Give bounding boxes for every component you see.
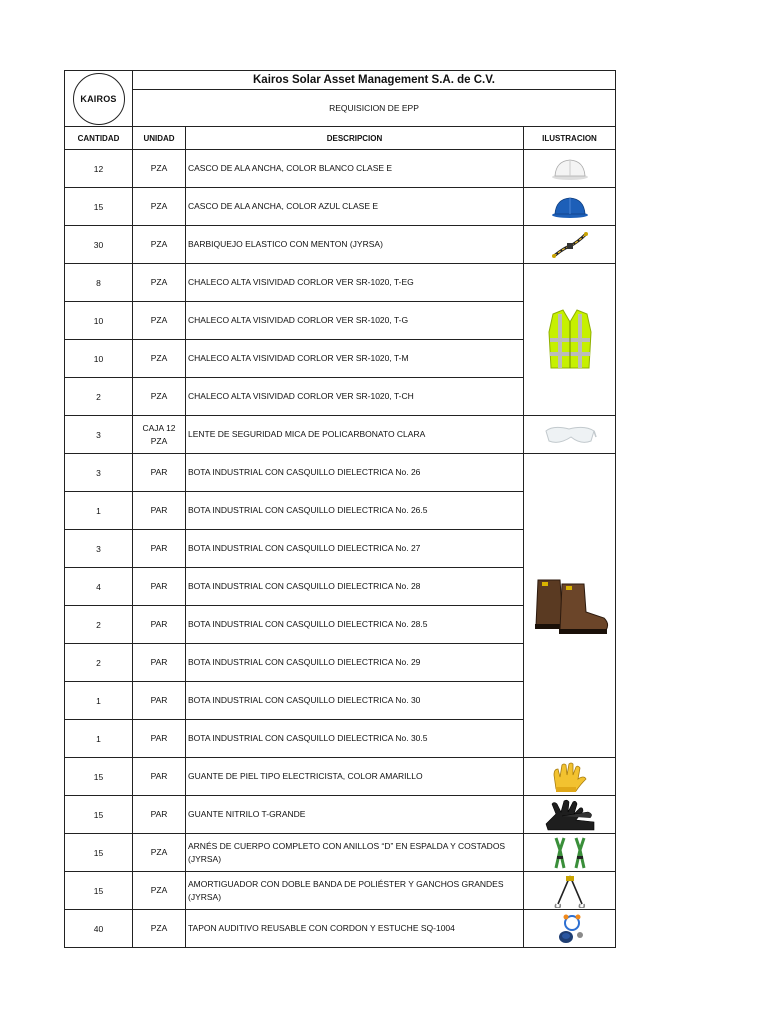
- table-row: [65, 150, 616, 188]
- unidad-cell: PAR: [133, 492, 186, 530]
- cantidad-cell: 3: [65, 530, 133, 568]
- unidad-cell: PZA: [133, 188, 186, 226]
- unidad-cell: PZA: [133, 340, 186, 378]
- cantidad-cell: 10: [65, 302, 133, 340]
- unidad-cell: PZA: [133, 872, 186, 910]
- unidad-cell: PAR: [133, 720, 186, 758]
- descripcion-cell: CHALECO ALTA VISIVIDAD CORLOR VER SR-1020, T-EG: [186, 264, 524, 302]
- cantidad-cell: 8: [65, 264, 133, 302]
- unidad-cell: PAR: [133, 796, 186, 834]
- descripcion-cell: GUANTE NITRILO T-GRANDE: [186, 796, 524, 834]
- unidad-cell: PZA: [133, 910, 186, 948]
- safety-glasses-icon: [524, 421, 615, 449]
- blue-helmet-icon: [524, 193, 615, 221]
- unidad-cell: PAR: [133, 454, 186, 492]
- descripcion-cell: CHALECO ALTA VISIVIDAD CORLOR VER SR-1020, T-G: [186, 302, 524, 340]
- document-title: REQUISICION DE EPP: [133, 90, 616, 127]
- kairos-logo: [73, 73, 125, 125]
- logo-text: KAIROS: [80, 93, 117, 104]
- unidad-cell: PAR: [133, 606, 186, 644]
- ilustracion-cell: [524, 872, 616, 910]
- descripcion-cell: BOTA INDUSTRIAL CON CASQUILLO DIELECTRICA No. 28.5: [186, 606, 524, 644]
- lanyard-icon: [524, 874, 615, 908]
- table-row: [65, 796, 616, 834]
- table-row: [65, 910, 616, 948]
- col-ilustracion: ILUSTRACION: [524, 127, 616, 150]
- col-unidad: UNIDAD: [133, 127, 186, 150]
- cantidad-cell: 4: [65, 568, 133, 606]
- cantidad-cell: 1: [65, 682, 133, 720]
- earplugs-icon: [524, 913, 615, 945]
- unidad-cell: PZA: [133, 150, 186, 188]
- cantidad-cell: 1: [65, 492, 133, 530]
- table-row: [65, 454, 616, 492]
- descripcion-cell: ARNÉS DE CUERPO COMPLETO CON ANILLOS “D” EN ESPALDA Y COSTADOS (JYRSA): [186, 834, 524, 872]
- unidad-cell: PAR: [133, 682, 186, 720]
- cantidad-cell: 12: [65, 150, 133, 188]
- cantidad-cell: 3: [65, 416, 133, 454]
- table-row: [65, 226, 616, 264]
- table-row: [65, 758, 616, 796]
- descripcion-cell: CHALECO ALTA VISIVIDAD CORLOR VER SR-1020, T-M: [186, 340, 524, 378]
- ilustracion-cell: [524, 834, 616, 872]
- cantidad-cell: 2: [65, 606, 133, 644]
- descripcion-cell: CASCO DE ALA ANCHA, COLOR BLANCO CLASE E: [186, 150, 524, 188]
- cantidad-cell: 15: [65, 796, 133, 834]
- ilustracion-cell: [524, 758, 616, 796]
- chin-strap-icon: [524, 230, 615, 260]
- work-boots-icon: [524, 574, 615, 638]
- col-cantidad: CANTIDAD: [65, 127, 133, 150]
- table-row: [65, 188, 616, 226]
- descripcion-cell: BOTA INDUSTRIAL CON CASQUILLO DIELECTRICA No. 28: [186, 568, 524, 606]
- ilustracion-cell: [524, 454, 616, 758]
- cantidad-cell: 15: [65, 834, 133, 872]
- unidad-cell: PZA: [133, 226, 186, 264]
- table-header: [65, 127, 616, 150]
- ilustracion-cell: [524, 226, 616, 264]
- unidad-cell: PZA: [133, 834, 186, 872]
- descripcion-cell: BOTA INDUSTRIAL CON CASQUILLO DIELECTRICA No. 30.5: [186, 720, 524, 758]
- ilustracion-cell: [524, 416, 616, 454]
- descripcion-cell: CASCO DE ALA ANCHA, COLOR AZUL CLASE E: [186, 188, 524, 226]
- cantidad-cell: 3: [65, 454, 133, 492]
- descripcion-cell: LENTE DE SEGURIDAD MICA DE POLICARBONATO CLARA: [186, 416, 524, 454]
- unidad-cell: PZA: [133, 264, 186, 302]
- cantidad-cell: 10: [65, 340, 133, 378]
- unidad-cell: PAR: [133, 568, 186, 606]
- descripcion-cell: BOTA INDUSTRIAL CON CASQUILLO DIELECTRICA No. 27: [186, 530, 524, 568]
- unidad-cell: PZA: [133, 378, 186, 416]
- cantidad-cell: 15: [65, 872, 133, 910]
- unidad-cell: PAR: [133, 644, 186, 682]
- descripcion-cell: TAPON AUDITIVO REUSABLE CON CORDON Y ESTUCHE SQ-1004: [186, 910, 524, 948]
- cantidad-cell: 1: [65, 720, 133, 758]
- unidad-cell: CAJA 12 PZA: [133, 416, 186, 454]
- requisition-table: [64, 70, 616, 948]
- table-row: [65, 872, 616, 910]
- unidad-cell: PZA: [133, 302, 186, 340]
- descripcion-cell: BOTA INDUSTRIAL CON CASQUILLO DIELECTRICA No. 30: [186, 682, 524, 720]
- ilustracion-cell: [524, 150, 616, 188]
- cantidad-cell: 2: [65, 378, 133, 416]
- harness-icon: [524, 836, 615, 870]
- unidad-cell: PAR: [133, 758, 186, 796]
- ilustracion-cell: [524, 264, 616, 416]
- descripcion-cell: CHALECO ALTA VISIVIDAD CORLOR VER SR-1020, T-CH: [186, 378, 524, 416]
- company-name: Kairos Solar Asset Management S.A. de C.V.: [133, 71, 616, 90]
- descripcion-cell: GUANTE DE PIEL TIPO ELECTRICISTA, COLOR AMARILLO: [186, 758, 524, 796]
- logo-cell: [65, 71, 133, 127]
- cantidad-cell: 30: [65, 226, 133, 264]
- safety-vest-icon: [524, 308, 615, 372]
- col-descripcion: DESCRIPCION: [186, 127, 524, 150]
- ilustracion-cell: [524, 910, 616, 948]
- leather-glove-icon: [524, 761, 615, 793]
- cantidad-cell: 2: [65, 644, 133, 682]
- requisition-sheet: [64, 70, 615, 948]
- descripcion-cell: BOTA INDUSTRIAL CON CASQUILLO DIELECTRICA No. 26: [186, 454, 524, 492]
- ilustracion-cell: [524, 796, 616, 834]
- descripcion-cell: BARBIQUEJO ELASTICO CON MENTON (JYRSA): [186, 226, 524, 264]
- table-row: [65, 416, 616, 454]
- cantidad-cell: 40: [65, 910, 133, 948]
- descripcion-cell: BOTA INDUSTRIAL CON CASQUILLO DIELECTRICA No. 26.5: [186, 492, 524, 530]
- descripcion-cell: BOTA INDUSTRIAL CON CASQUILLO DIELECTRICA No. 29: [186, 644, 524, 682]
- unidad-cell: PAR: [133, 530, 186, 568]
- cantidad-cell: 15: [65, 188, 133, 226]
- cantidad-cell: 15: [65, 758, 133, 796]
- table-row: [65, 834, 616, 872]
- table-row: [65, 264, 616, 302]
- descripcion-cell: AMORTIGUADOR CON DOBLE BANDA DE POLIÉSTER Y GANCHOS GRANDES (JYRSA): [186, 872, 524, 910]
- white-helmet-icon: [524, 155, 615, 183]
- nitrile-glove-icon: [524, 798, 615, 832]
- ilustracion-cell: [524, 188, 616, 226]
